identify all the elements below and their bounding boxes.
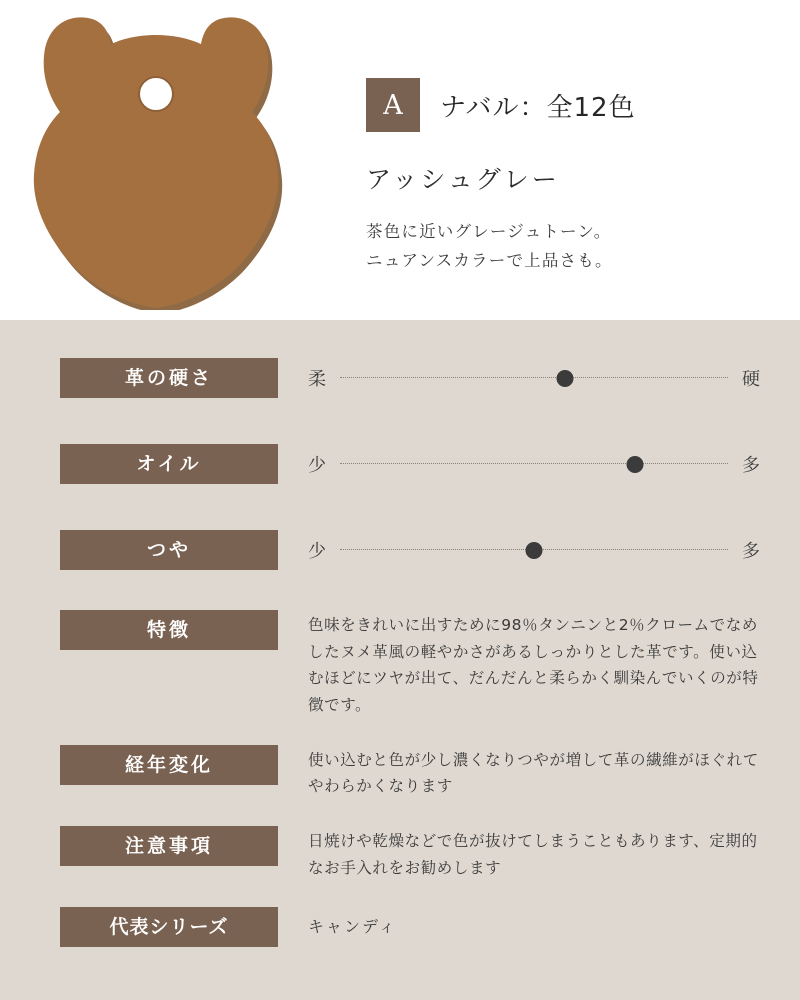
oil-slider-thumb[interactable] bbox=[626, 456, 643, 473]
spec-body-oil bbox=[278, 444, 760, 484]
hardness-slider[interactable] bbox=[340, 358, 728, 398]
hardness-slider-track bbox=[340, 377, 728, 379]
series-badge: A bbox=[366, 78, 420, 132]
hero-section bbox=[0, 0, 800, 320]
gloss-slider[interactable] bbox=[340, 530, 728, 570]
hardness-slider-thumb[interactable] bbox=[557, 370, 574, 387]
spec-label-feature: 特徴 bbox=[60, 610, 278, 650]
gloss-left-label: 少 bbox=[308, 541, 326, 562]
gloss-slider-thumb[interactable] bbox=[526, 542, 543, 559]
spec-row-feature bbox=[0, 610, 800, 719]
hero-text-block bbox=[366, 78, 786, 276]
spec-label-hardness: 革の硬さ bbox=[60, 358, 278, 398]
oil-right-label: 多 bbox=[742, 455, 760, 476]
color-description-line-2: ニュアンスカラーで上品さも。 bbox=[366, 250, 613, 270]
hardness-left-label: 柔 bbox=[308, 369, 326, 390]
spec-row-oil bbox=[0, 444, 800, 484]
spec-panel bbox=[0, 320, 800, 1000]
spec-body-gloss bbox=[278, 530, 760, 570]
spec-label-aging: 経年変化 bbox=[60, 745, 278, 785]
color-name: アッシュグレー bbox=[366, 165, 560, 194]
spec-label-caution: 注意事項 bbox=[60, 826, 278, 866]
spec-text-feature: 色味をきれいに出すために98％タンニンと2％クロームでなめしたヌメ革風の軽やかさがあるしっかりとした革です。使い込むほどにツヤが出て、だんだんと柔らかく馴染んでいくのが特徴です。 bbox=[308, 616, 759, 714]
series-name: ナバル：全12色 bbox=[440, 92, 636, 123]
spec-row-series-rep bbox=[0, 907, 800, 947]
spec-row-aging bbox=[0, 745, 800, 800]
spec-label-gloss: つや bbox=[60, 530, 278, 570]
spec-text-series-rep: キャンディ bbox=[308, 917, 397, 937]
spec-row-hardness bbox=[0, 358, 800, 398]
spec-body-aging bbox=[278, 745, 760, 800]
spec-text-aging: 使い込むと色が少し濃くなりつやが増して革の繊維がほぐれてやわらかくなります bbox=[308, 750, 759, 796]
spec-body-feature bbox=[278, 610, 760, 719]
spec-text-caution: 日焼けや乾燥などで色が抜けてしまうこともあります、定期的なお手入れをお勧めします bbox=[308, 831, 758, 877]
color-description-line-1: 茶色に近いグレージュトーン。 bbox=[366, 222, 612, 241]
color-description bbox=[366, 218, 786, 276]
title-row bbox=[366, 78, 786, 132]
spec-body-hardness bbox=[278, 358, 760, 398]
spec-row-gloss bbox=[0, 530, 800, 570]
cow-head-leather-swatch bbox=[10, 10, 340, 310]
oil-slider-track bbox=[340, 463, 728, 465]
gloss-right-label: 多 bbox=[742, 541, 760, 562]
spec-body-series-rep bbox=[278, 907, 760, 947]
oil-slider[interactable] bbox=[340, 444, 728, 484]
spec-body-caution bbox=[278, 826, 760, 881]
spec-label-series-rep: 代表シリーズ bbox=[60, 907, 278, 947]
hardness-right-label: 硬 bbox=[742, 369, 760, 390]
spec-row-caution bbox=[0, 826, 800, 881]
spec-label-oil: オイル bbox=[60, 444, 278, 484]
oil-left-label: 少 bbox=[308, 455, 326, 476]
